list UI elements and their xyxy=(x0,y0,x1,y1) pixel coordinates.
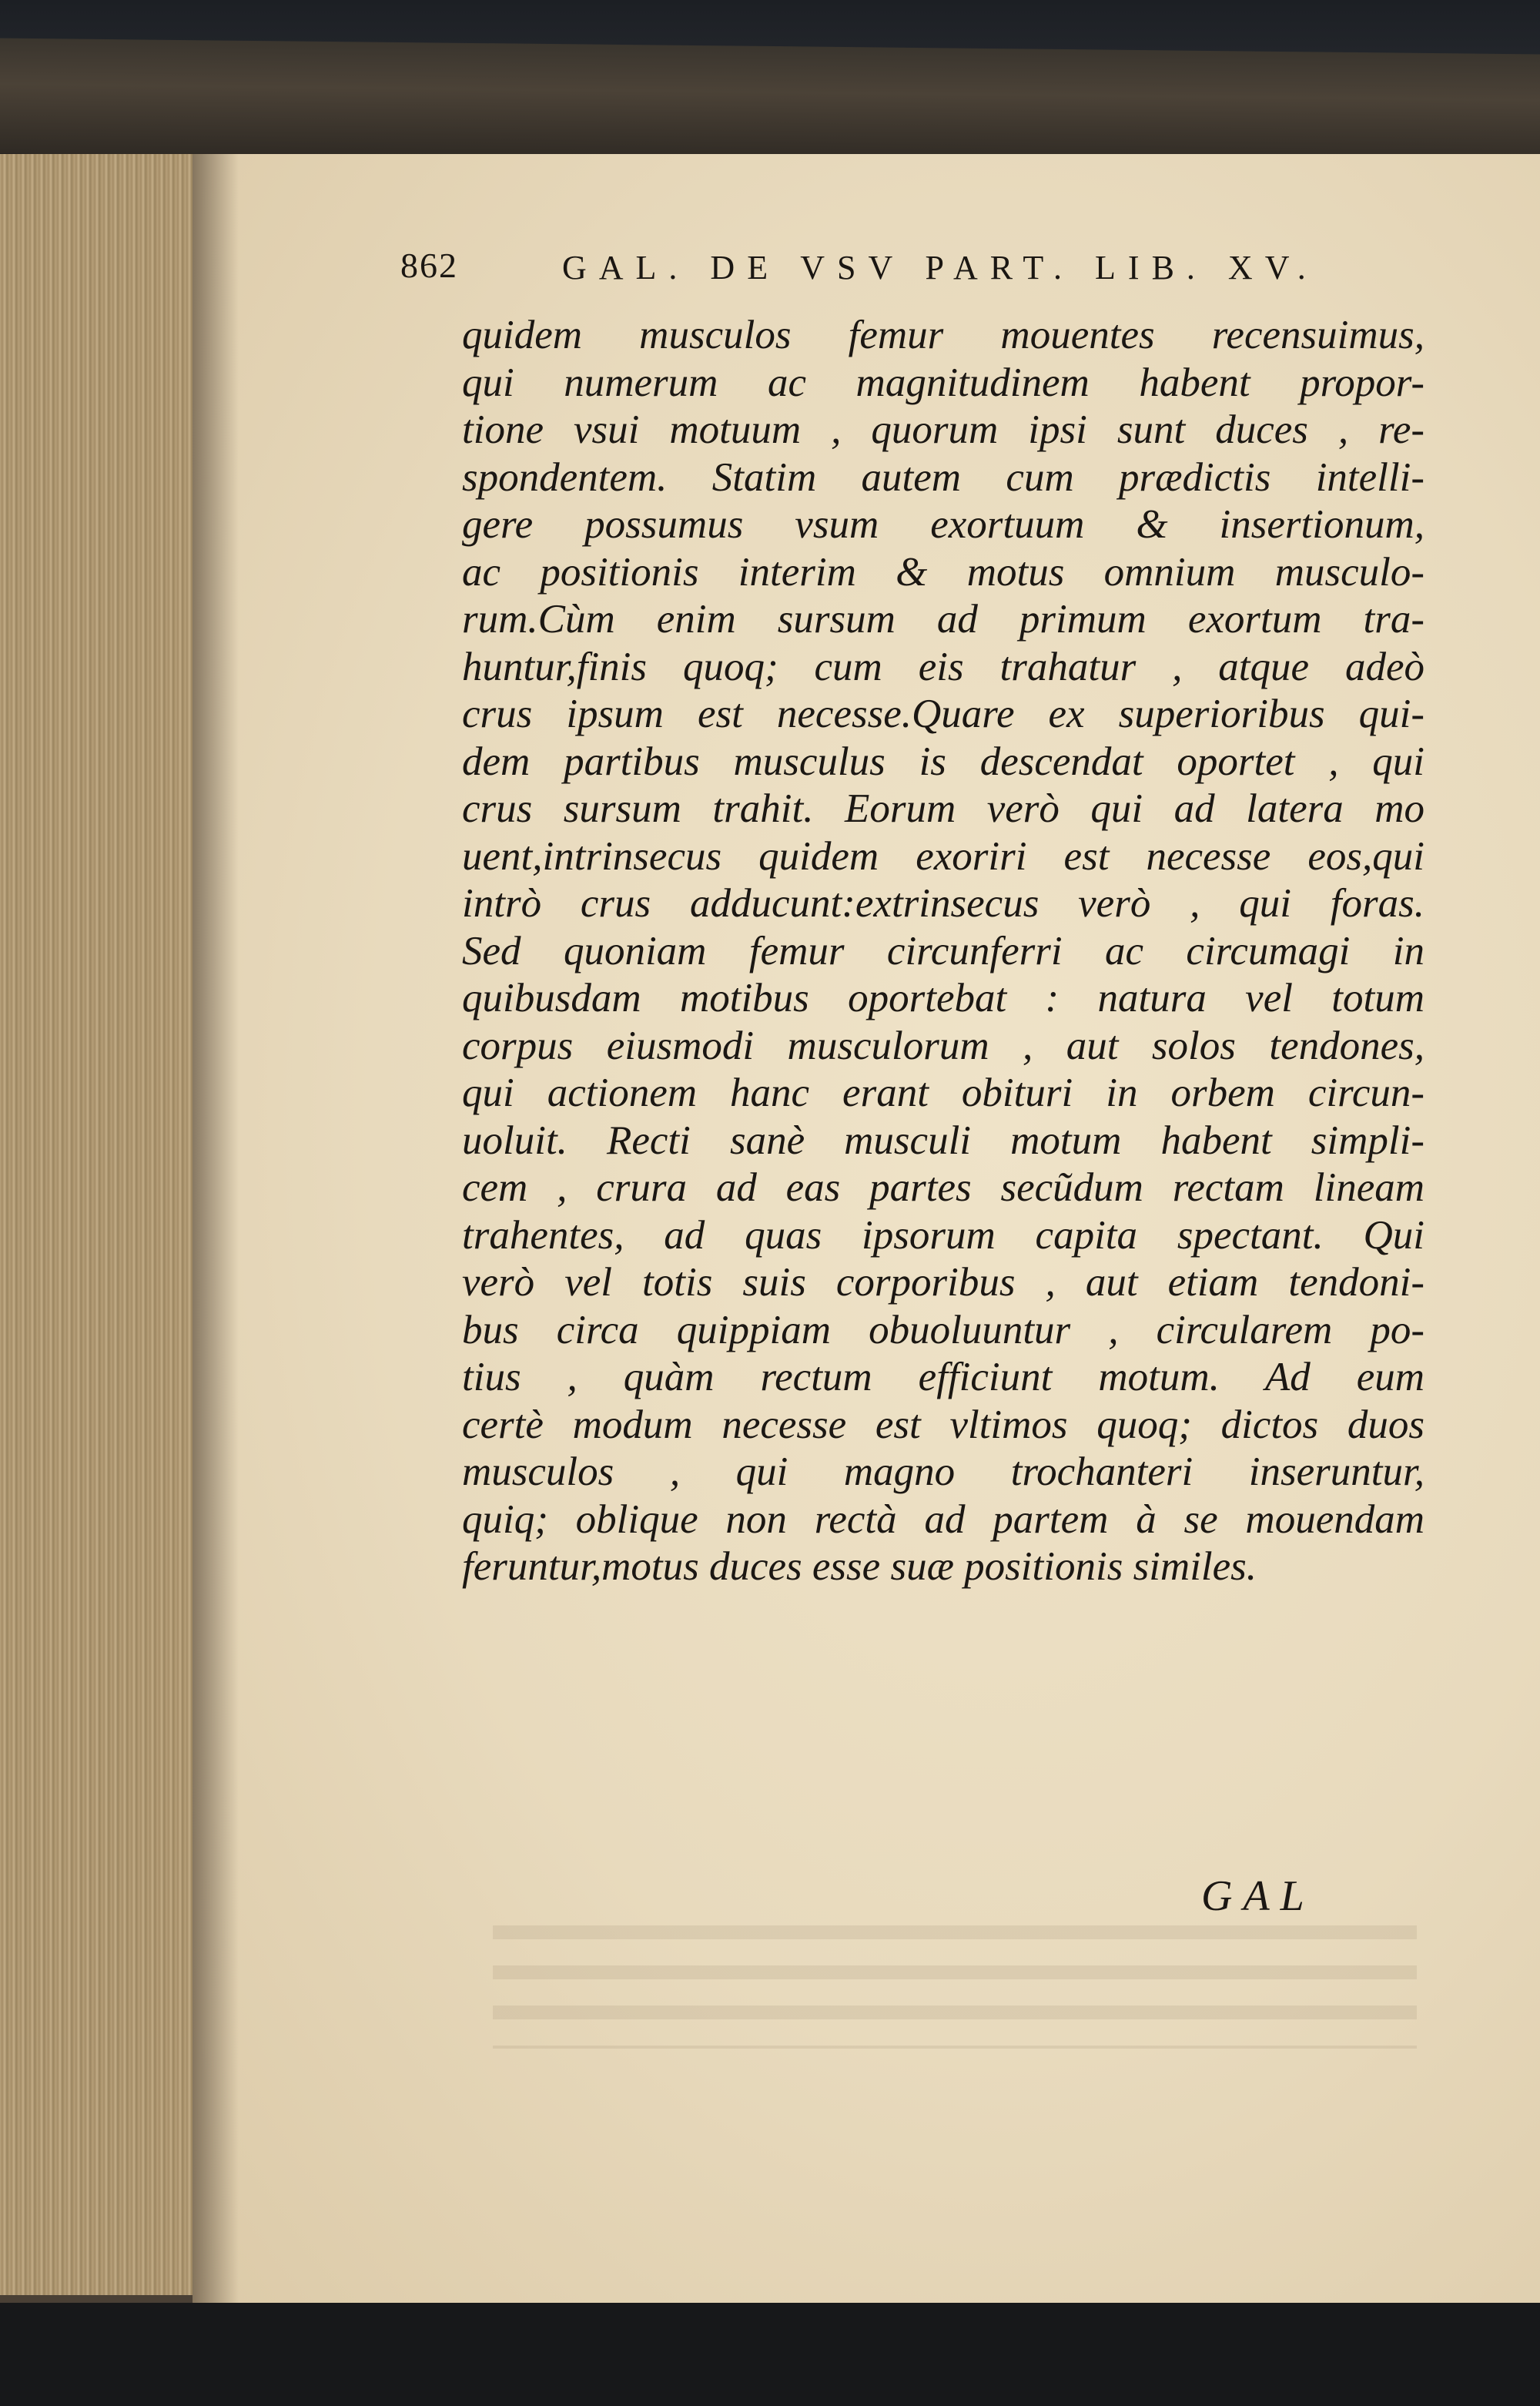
text-line: quibusdam motibus oportebat : natura vel totum xyxy=(462,976,1424,1020)
page-stack-edges xyxy=(0,154,197,2295)
page-number: 862 xyxy=(400,246,458,285)
catchword: GAL xyxy=(1201,1872,1315,1920)
text-line: cem , crura ad eas partes secũdum rectam lineam xyxy=(462,1165,1424,1210)
text-line: quiq; oblique non rectà ad partem à se mouendam xyxy=(462,1496,1424,1542)
text-line: Sed quoniam femur circunferri ac circumagi in xyxy=(462,928,1424,973)
text-line: quidem musculos femur mouentes recensuimus, xyxy=(462,313,1424,357)
background-bottom xyxy=(0,2303,1540,2406)
text-line: corpus eiusmodi musculorum , aut solos tendones, xyxy=(462,1023,1424,1068)
book-cover-edge xyxy=(0,39,1540,170)
text-line: verò vel totis suis corporibus , aut etiam tendoni- xyxy=(462,1260,1424,1305)
text-line: certè modum necesse est vltimos quoq; dictos duos xyxy=(462,1402,1424,1447)
text-line: spondentem. Statim autem cum prædictis intelli- xyxy=(462,454,1424,500)
text-line: rum.Cùm enim sursum ad primum exortum tra- xyxy=(462,597,1424,642)
text-line: trahentes, ad quas ipsorum capita spectant. Qui xyxy=(462,1212,1424,1258)
text-line: qui actionem hanc erant obituri in orbem circun- xyxy=(462,1071,1424,1115)
text-line: ac positionis interim & motus omnium musculo- xyxy=(462,549,1424,595)
running-title: GAL. DE VSV PART. LIB. XV. xyxy=(562,249,1318,287)
text-line: dem partibus musculus is descendat oportet , qui xyxy=(462,739,1424,784)
text-line: crus sursum trahit. Eorum verò qui ad latera mo xyxy=(462,786,1424,831)
text-line: tius , quàm rectum efficiunt motum. Ad eum xyxy=(462,1355,1424,1399)
text-line: musculos , qui magno trochanteri inseruntur, xyxy=(462,1449,1424,1494)
text-line: tione vsui motuum , quorum ipsi sunt duces , re- xyxy=(462,407,1424,452)
page-header xyxy=(400,245,1478,291)
gutter-shadow xyxy=(192,154,239,2310)
text-line: uoluit. Recti sanè musculi motum habent simpli- xyxy=(462,1118,1424,1163)
text-line: bus circa quippiam obuoluuntur , circularem po- xyxy=(462,1307,1424,1352)
text-line: crus ipsum est necesse.Quare ex superioribus qui- xyxy=(462,692,1424,736)
text-line: feruntur,motus duces esse suæ positionis similes. xyxy=(462,1544,1257,1589)
text-line: huntur,finis quoq; cum eis trahatur , atque adeò xyxy=(462,644,1424,689)
text-line: qui numerum ac magnitudinem habent propor- xyxy=(462,360,1424,405)
body-text xyxy=(462,312,1424,1591)
text-line: uent,intrinsecus quidem exoriri est necesse eos,qui xyxy=(462,833,1424,879)
text-line: gere possumus vsum exortuum & insertionum, xyxy=(462,502,1424,547)
text-line: intrò crus adducunt:extrinsecus verò , qui foras. xyxy=(462,881,1424,926)
show-through-text xyxy=(493,1925,1417,2049)
